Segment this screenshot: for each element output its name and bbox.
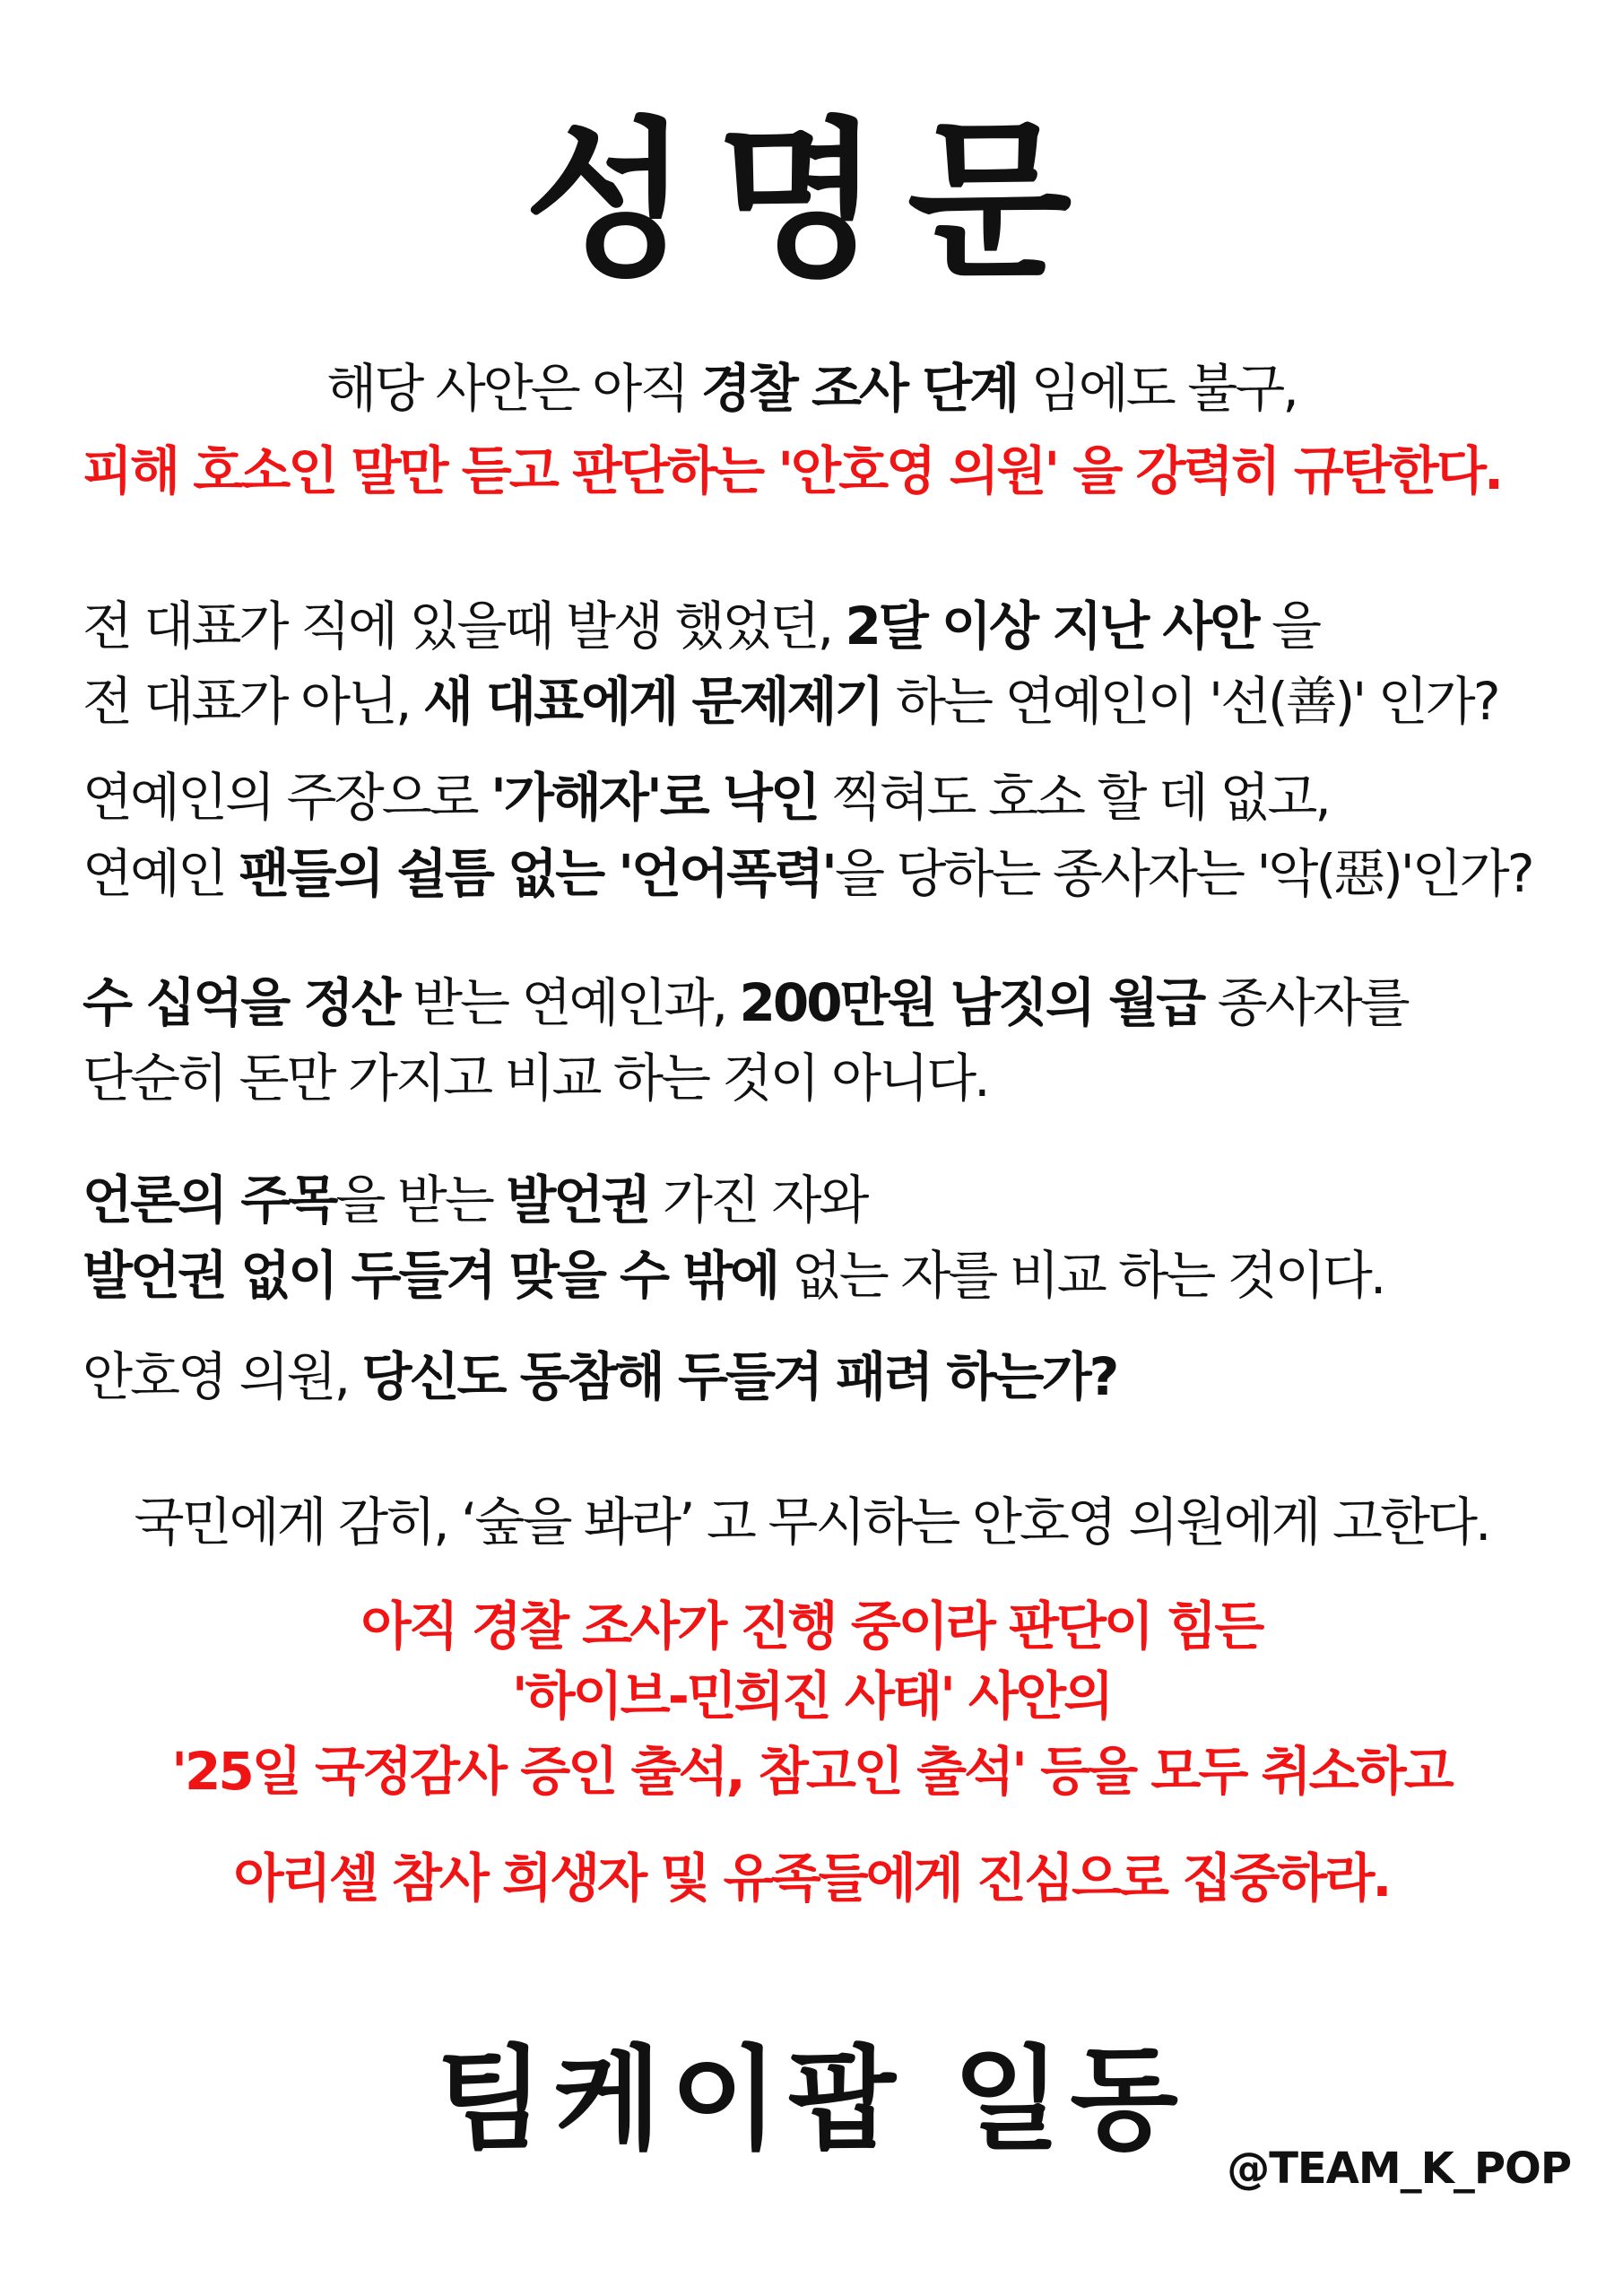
- body-text: 가진 자와: [648, 1170, 867, 1231]
- signature: 팀케이팝 일동: [435, 2035, 1188, 2165]
- body-text: 전 대표가 직에 있을때 발생 했었던,: [82, 596, 846, 657]
- statement-line: [82, 1164, 866, 1236]
- statement-line: [0, 1735, 1623, 1807]
- statement-line: [82, 1042, 988, 1114]
- statement-line: [82, 967, 1408, 1039]
- body-text: 전 대표가 아닌,: [82, 671, 423, 732]
- statement-line: [82, 838, 1532, 909]
- statement-line: [82, 761, 1329, 833]
- emphasis-bold-text: 당신도 동참해 두들겨 패려 하는가?: [361, 1346, 1117, 1407]
- body-text: 받는 연예인과,: [398, 972, 740, 1033]
- emphasis-bold-text: 경찰 조사 단계: [700, 358, 1018, 419]
- statement-line: [82, 435, 1501, 507]
- emphasis-red-text: '25일 국정감사 증인 출석, 참고인 출석' 등을 모두 취소하고: [171, 1741, 1452, 1802]
- body-text: 연예인의 주장으로: [82, 767, 491, 828]
- statement-line: [82, 590, 1319, 662]
- statement-line: [0, 1660, 1623, 1732]
- body-text: 종사자를: [1203, 972, 1408, 1033]
- twitter-handle: @TEAM_K_POP: [1227, 2144, 1571, 2194]
- statement-line: [0, 1486, 1623, 1558]
- emphasis-bold-text: 팬들의 쉴틈 없는 '언어폭력': [239, 843, 835, 904]
- statement-line: [82, 665, 1498, 737]
- emphasis-red-text: 아직 경찰 조사가 진행 중이라 판단이 힘든: [360, 1596, 1263, 1657]
- emphasis-red-text: 아리셀 참사 희생자 및 유족들에게 진심으로 집중하라.: [233, 1848, 1390, 1909]
- emphasis-red-text: 피해 호소인 말만 듣고 판단하는 '안호영 의원' 을 강력히 규탄한다.: [82, 440, 1502, 501]
- body-text: 없는 자를 비교 하는 것이다.: [777, 1245, 1384, 1306]
- body-text: 연예인: [82, 843, 239, 904]
- page-title: 성명문: [524, 102, 1099, 300]
- emphasis-bold-text: '가해자'로 낙인: [490, 767, 818, 828]
- statement-line: [0, 1842, 1623, 1914]
- body-text: 찍혀도 호소 할 데 없고,: [817, 767, 1329, 828]
- emphasis-bold-text: 발언권: [506, 1170, 649, 1231]
- body-text: 하는 연예인이 '선(善)' 인가?: [881, 671, 1498, 732]
- body-text: 안호영 의원,: [82, 1346, 362, 1407]
- body-text: 을 받는: [335, 1170, 507, 1231]
- emphasis-bold-text: 200만원 남짓의 월급: [739, 972, 1204, 1033]
- statement-line: [82, 1239, 1384, 1311]
- body-text: 해당 사안은 아직: [326, 358, 701, 419]
- statement-line: [0, 352, 1623, 424]
- emphasis-bold-text: 언론의 주목: [82, 1170, 336, 1231]
- statement-line: [82, 1341, 1116, 1413]
- emphasis-bold-text: 2달 이상 지난 사안: [845, 596, 1258, 657]
- body-text: 임에도 불구,: [1017, 358, 1297, 419]
- emphasis-red-text: '하이브-민희진 사태' 사안의: [511, 1665, 1112, 1726]
- emphasis-bold-text: 새 대표에게 문제제기: [422, 671, 882, 732]
- emphasis-bold-text: 발언권 없이 두들겨 맞을 수 밖에: [82, 1245, 778, 1306]
- statement-line: [0, 1590, 1623, 1662]
- body-text: 단순히 돈만 가지고 비교 하는 것이 아니다.: [82, 1048, 988, 1109]
- body-text: 을: [1257, 596, 1320, 657]
- body-text: 국민에게 감히, ‘숲을 봐라’ 고 무시하는 안호영 의원에게 고한다.: [134, 1492, 1489, 1552]
- emphasis-bold-text: 수 십억을 정산: [82, 972, 399, 1033]
- body-text: 을 당하는 종사자는 '악(惡)'인가?: [834, 843, 1532, 904]
